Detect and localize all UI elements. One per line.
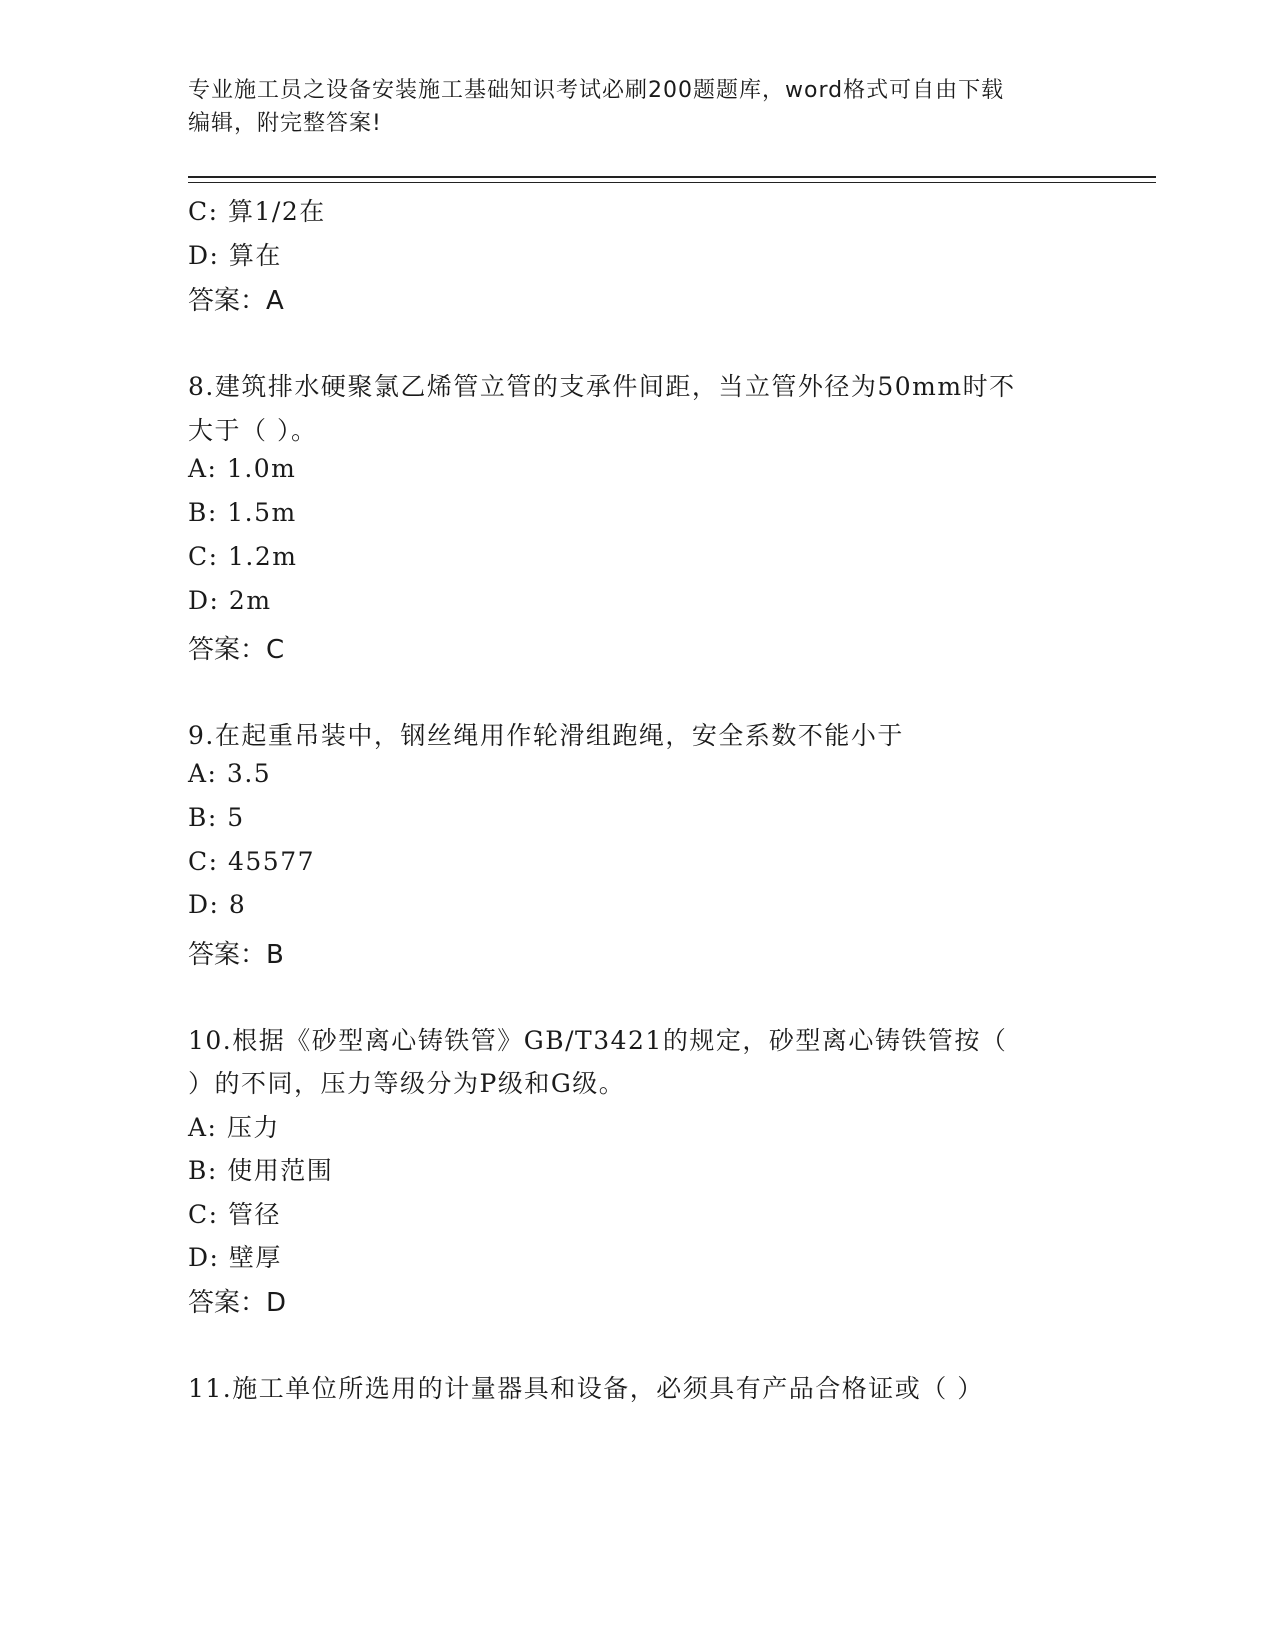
q9-option-a: A: 3.5 bbox=[188, 759, 272, 788]
q7-answer: 答案：A bbox=[188, 286, 284, 316]
q9-stem-line1: 9.在起重吊装中，钢丝绳用作轮滑组跑绳，安全系数不能小于 bbox=[188, 721, 904, 750]
q9-option-c: C: 45577 bbox=[188, 847, 316, 876]
q10-option-d: D: 壁厚 bbox=[188, 1243, 282, 1272]
header-title-line2: 编辑，附完整答案! bbox=[188, 111, 382, 136]
document-header bbox=[188, 74, 1088, 140]
q8-stem-line2: 大于（ ）。 bbox=[188, 416, 318, 445]
header-divider-thin bbox=[188, 182, 1156, 183]
header-divider-thick bbox=[188, 176, 1156, 178]
q10-answer: 答案：D bbox=[188, 1288, 287, 1318]
q10-option-a: A: 压力 bbox=[188, 1113, 280, 1142]
q10-option-b: B: 使用范围 bbox=[188, 1156, 334, 1185]
q9-option-b: B: 5 bbox=[188, 803, 245, 832]
q8-option-c: C: 1.2m bbox=[188, 542, 298, 571]
q10-stem-line1: 10.根据《砂型离心铸铁管》GB/T3421的规定，砂型离心铸铁管按（ bbox=[188, 1026, 1008, 1055]
header-title-line1: 专业施工员之设备安装施工基础知识考试必刷200题题库，word格式可自由下载 bbox=[188, 78, 1005, 103]
q8-answer: 答案：C bbox=[188, 635, 285, 665]
q8-stem-line1: 8.建筑排水硬聚氯乙烯管立管的支承件间距，当立管外径为50mm时不 bbox=[188, 372, 1016, 401]
q8-option-d: D: 2m bbox=[188, 586, 272, 615]
q10-stem-line2: ）的不同，压力等级分为P级和G级。 bbox=[188, 1069, 626, 1098]
q11-stem-line1: 11.施工单位所选用的计量器具和设备，必须具有产品合格证或（ ） bbox=[188, 1374, 984, 1403]
q10-option-c: C: 管径 bbox=[188, 1200, 281, 1229]
q9-option-d: D: 8 bbox=[188, 890, 247, 919]
q9-answer: 答案：B bbox=[188, 940, 284, 970]
q8-option-b: B: 1.5m bbox=[188, 498, 297, 527]
q7-option-d: D: 算在 bbox=[188, 241, 282, 270]
q8-option-a: A: 1.0m bbox=[188, 454, 297, 483]
q7-option-c: C: 算1/2在 bbox=[188, 197, 326, 226]
